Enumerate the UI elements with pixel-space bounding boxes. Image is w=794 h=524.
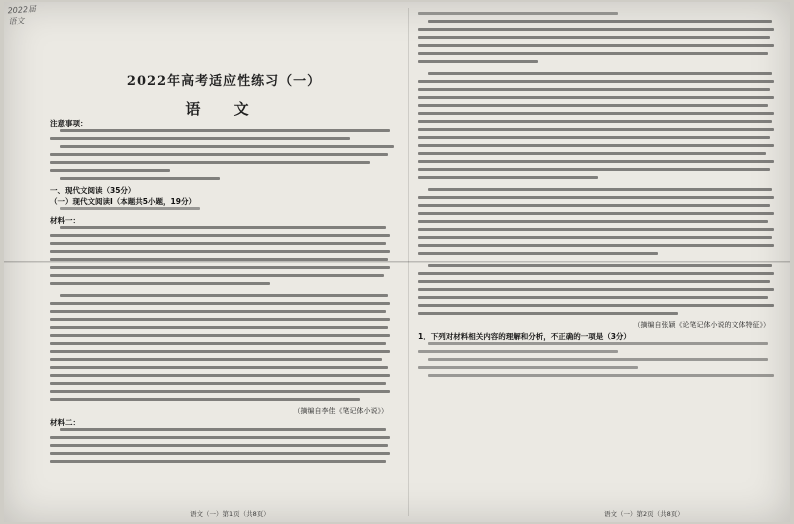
exam-title: 2022年高考适应性练习（一） [126,74,322,89]
answer-options [418,342,780,377]
question-stem: 1．下列对材料相关内容的理解和分析，不正确的一项是（3分） [418,332,631,341]
subject-title: 语 文 [185,100,263,118]
handwritten-note [7,3,48,28]
page-divider [408,8,409,516]
source-citation: （摘编自李佳《笔记体小说》） [293,407,388,415]
material-two-text [50,428,398,463]
section-heading: 一、现代文阅读（35分） [50,186,136,195]
subsection-heading: （一）现代文阅读Ⅰ（本题共5小题，19分） [50,197,196,206]
handwritten-note-line: 语文 [8,16,25,27]
material-one-text [50,226,398,401]
page-footer: 语文（一）第1页（共8页） [190,510,270,518]
exam-sheet [4,2,790,522]
notice-text [50,129,398,180]
source-citation: （摘编自张颖《论笔记体小说的文体特征》） [633,321,770,329]
right-page [418,12,780,512]
material-label: 材料一： [50,216,80,225]
reading-instruction [50,207,398,210]
page-footer: 语文（一）第2页（共8页） [604,510,684,518]
left-page [50,12,398,512]
material-label: 材料二： [50,418,80,427]
notice-heading: 注意事项： [50,119,88,128]
material-two-continued [418,12,780,315]
handwritten-note-line: 2022届 [7,4,37,16]
